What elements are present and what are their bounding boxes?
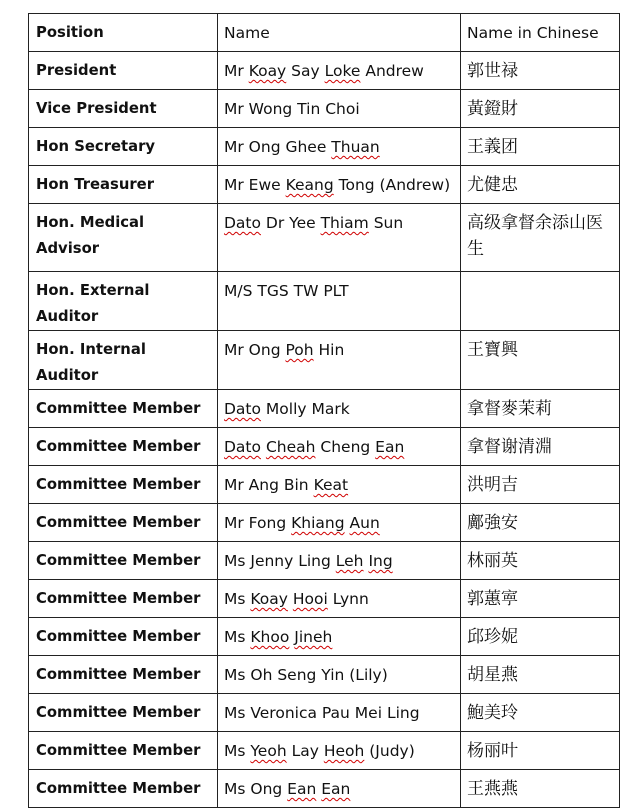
name-cell <box>218 166 461 204</box>
name-part-flagged: Keat <box>313 476 349 494</box>
position-cell: Hon Secretary <box>29 128 218 166</box>
header-name: Name <box>218 14 461 52</box>
name-cell <box>218 52 461 90</box>
name-part: Ms Veronica Pau Mei Ling <box>224 704 420 722</box>
name-part: Say <box>286 62 325 80</box>
name-part: Tong (Andrew) <box>333 176 451 194</box>
name-part: Mr Ang Bin <box>224 476 314 494</box>
chinese-name-cell: 郭世禄 <box>461 52 620 90</box>
name-part: M/S TGS TW PLT <box>224 282 349 300</box>
table-row <box>29 618 620 656</box>
chinese-name-cell: 洪明吉 <box>461 466 620 504</box>
name-part: Ms <box>224 628 251 646</box>
header-position: Position <box>29 14 218 52</box>
name-part: Lay <box>286 742 324 760</box>
name-part: Mr Fong <box>224 514 292 532</box>
position-cell: Vice President <box>29 90 218 128</box>
table-row <box>29 331 620 390</box>
chinese-name-cell: 杨丽叶 <box>461 732 620 770</box>
name-part: Dr Yee <box>261 214 321 232</box>
table-row <box>29 466 620 504</box>
name-part-flagged: Keang <box>285 176 334 194</box>
name-cell <box>218 580 461 618</box>
chinese-name-cell: 黃鐙財 <box>461 90 620 128</box>
name-part-flagged: Ean <box>375 438 405 456</box>
name-part: Mr Ong Ghee <box>224 138 332 156</box>
name-part-flagged: Loke <box>324 62 361 80</box>
name-part: Ms Oh Seng Yin (Lily) <box>224 666 388 684</box>
name-part: Hin <box>313 341 345 359</box>
position-cell: Committee Member <box>29 580 218 618</box>
name-part-flagged: Koay <box>248 62 287 80</box>
position-cell: Committee Member <box>29 466 218 504</box>
name-part-flagged: Thuan <box>331 138 380 156</box>
name-cell <box>218 732 461 770</box>
name-part: Sun <box>368 214 404 232</box>
table-row <box>29 52 620 90</box>
chinese-name-cell: 王寶興 <box>461 331 620 390</box>
chinese-name-cell: 尤健忠 <box>461 166 620 204</box>
name-part: Cheng <box>315 438 376 456</box>
chinese-name-cell <box>461 272 620 331</box>
name-part-flagged: Hooi <box>292 590 328 608</box>
name-part-flagged: Yeoh <box>250 742 287 760</box>
position-cell: Hon. Medical Advisor <box>29 204 218 272</box>
name-cell <box>218 466 461 504</box>
chinese-name-cell: 拿督谢清淵 <box>461 428 620 466</box>
name-cell <box>218 656 461 694</box>
name-part: Ms <box>224 742 251 760</box>
committee-table <box>28 13 620 808</box>
name-part-flagged: Jineh <box>294 628 333 646</box>
name-part-flagged: Thiam <box>320 214 369 232</box>
name-part-flagged: Khiang <box>291 514 345 532</box>
name-part-flagged: Heoh <box>323 742 365 760</box>
name-part: (Judy) <box>364 742 415 760</box>
name-part: Mr Ong <box>224 341 286 359</box>
chinese-name-cell: 鄺強安 <box>461 504 620 542</box>
table-row <box>29 204 620 272</box>
name-cell <box>218 504 461 542</box>
table-row <box>29 542 620 580</box>
table-row <box>29 390 620 428</box>
table-row <box>29 128 620 166</box>
name-part-flagged: Khoo <box>250 628 290 646</box>
name-cell <box>218 128 461 166</box>
header-name-in-chinese: Name in Chinese <box>461 14 620 52</box>
name-part: Lynn <box>327 590 369 608</box>
chinese-name-cell: 高级拿督余添山医生 <box>461 204 620 272</box>
name-cell <box>218 618 461 656</box>
position-cell: Hon Treasurer <box>29 166 218 204</box>
name-part: Mr Wong Tin Choi <box>224 100 360 118</box>
table-row <box>29 272 620 331</box>
committee-document <box>28 13 620 808</box>
position-cell: Committee Member <box>29 770 218 808</box>
chinese-name-cell: 胡星燕 <box>461 656 620 694</box>
name-cell <box>218 542 461 580</box>
position-cell: Committee Member <box>29 618 218 656</box>
name-part-flagged: Dato <box>224 214 261 232</box>
chinese-name-cell: 郭蕙寕 <box>461 580 620 618</box>
chinese-name-cell: 鮑美玲 <box>461 694 620 732</box>
name-part-flagged: Ean <box>287 780 317 798</box>
table-header-row <box>29 14 620 52</box>
position-cell: President <box>29 52 218 90</box>
position-cell: Committee Member <box>29 428 218 466</box>
name-part: Ms Jenny Ling <box>224 552 336 570</box>
name-part-flagged: Koay <box>250 590 288 608</box>
position-cell: Committee Member <box>29 542 218 580</box>
position-cell: Committee Member <box>29 732 218 770</box>
name-part-flagged: Cheah <box>265 438 316 456</box>
position-cell: Committee Member <box>29 694 218 732</box>
position-cell: Committee Member <box>29 504 218 542</box>
name-part-flagged: Dato <box>224 400 261 418</box>
name-cell <box>218 694 461 732</box>
table-row <box>29 166 620 204</box>
name-part-flagged: Aun <box>349 514 380 532</box>
chinese-name-cell: 邱珍妮 <box>461 618 620 656</box>
chinese-name-cell: 拿督麥茉莉 <box>461 390 620 428</box>
chinese-name-cell: 王義团 <box>461 128 620 166</box>
name-cell <box>218 272 461 331</box>
chinese-name-cell: 林丽英 <box>461 542 620 580</box>
position-cell: Hon. External Auditor <box>29 272 218 331</box>
name-part-flagged: Dato <box>224 438 261 456</box>
name-part: Andrew <box>360 62 424 80</box>
name-part: Ms Ong <box>224 780 288 798</box>
name-part-flagged: Poh <box>285 341 314 359</box>
name-part-flagged: Leh <box>335 552 364 570</box>
table-row <box>29 504 620 542</box>
name-part: Ms <box>224 590 251 608</box>
name-cell <box>218 90 461 128</box>
chinese-name-cell: 王燕燕 <box>461 770 620 808</box>
name-cell <box>218 204 461 272</box>
name-cell <box>218 428 461 466</box>
table-row <box>29 732 620 770</box>
table-row <box>29 90 620 128</box>
table-row <box>29 580 620 618</box>
name-part: Mr Ewe <box>224 176 286 194</box>
position-cell: Committee Member <box>29 656 218 694</box>
name-cell <box>218 390 461 428</box>
name-cell <box>218 331 461 390</box>
position-cell: Committee Member <box>29 390 218 428</box>
table-row <box>29 694 620 732</box>
name-part-flagged: Ing <box>368 552 393 570</box>
name-part: Mr <box>224 62 249 80</box>
table-row <box>29 656 620 694</box>
name-part-flagged: Ean <box>321 780 351 798</box>
table-row <box>29 428 620 466</box>
position-cell: Hon. Internal Auditor <box>29 331 218 390</box>
name-part: Molly Mark <box>261 400 350 418</box>
